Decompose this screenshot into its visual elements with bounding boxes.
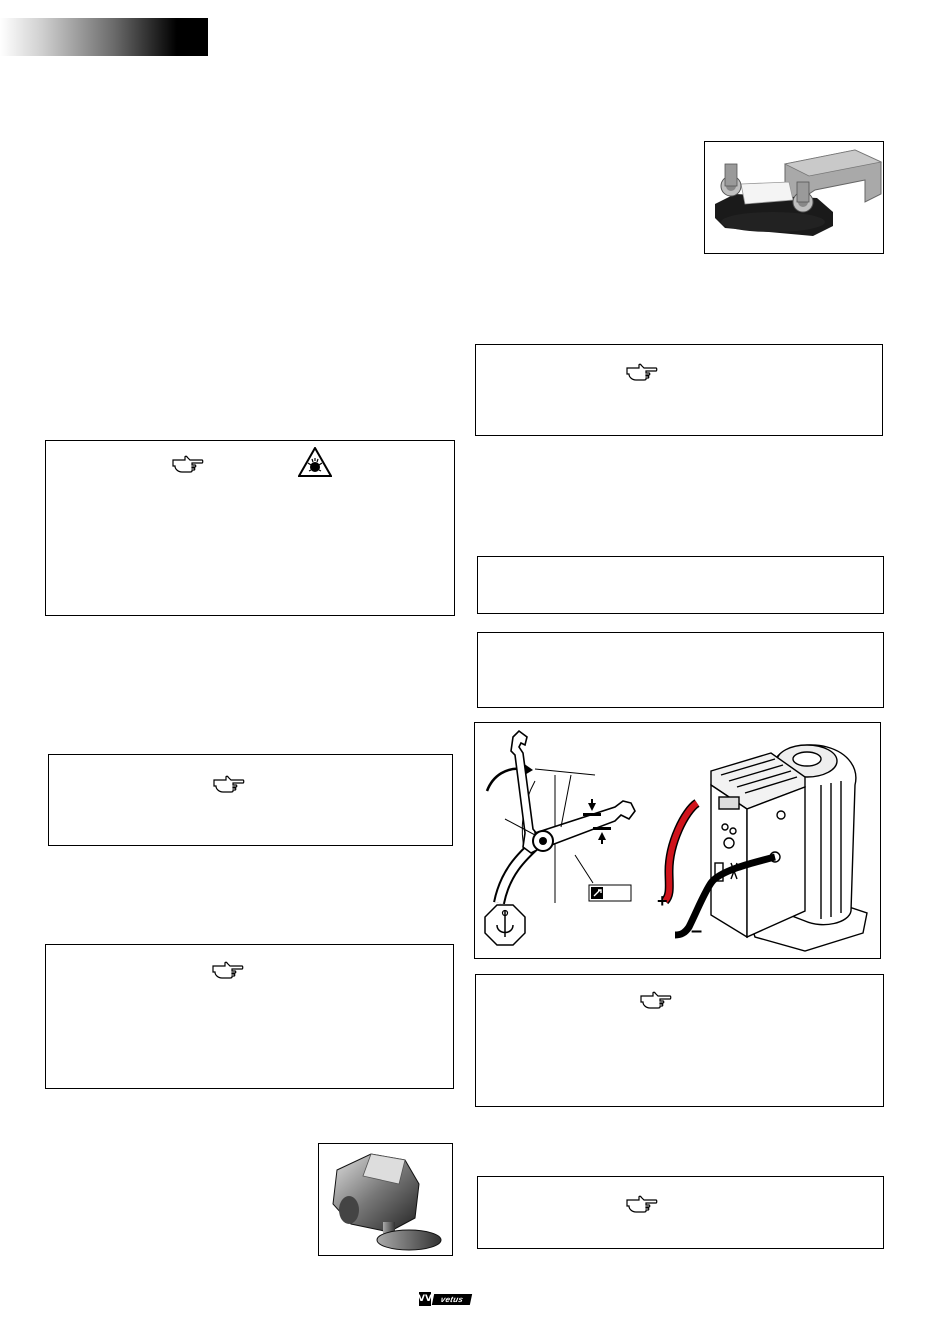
pointing-hand-icon	[213, 775, 245, 793]
note-box	[48, 754, 453, 846]
note-box	[475, 974, 884, 1107]
note-box-plain	[477, 556, 884, 614]
note-box	[477, 1176, 884, 1249]
logo-mark: VV	[418, 1294, 432, 1304]
pointing-hand-icon	[626, 363, 658, 381]
plus-label: +	[657, 891, 668, 911]
header-gradient-bar	[0, 18, 208, 56]
pointing-hand-icon	[172, 455, 204, 473]
warning-note-box	[45, 440, 455, 616]
note-box	[475, 344, 883, 436]
wiring-diagram-figure	[474, 722, 881, 959]
note-box	[45, 944, 454, 1089]
pointing-hand-icon	[626, 1195, 658, 1213]
logo-wordmark: vetus	[432, 1294, 472, 1305]
brand-logo	[419, 1292, 471, 1306]
explosion-warning-icon	[298, 447, 332, 477]
minus-label: –	[691, 920, 703, 942]
anchor-stop-icon	[485, 905, 525, 945]
pointing-hand-icon	[640, 991, 672, 1009]
note-box-plain	[477, 632, 884, 708]
fuse-holder-photo	[704, 141, 884, 254]
pointing-hand-icon	[212, 961, 244, 979]
connector-photo	[318, 1143, 453, 1256]
